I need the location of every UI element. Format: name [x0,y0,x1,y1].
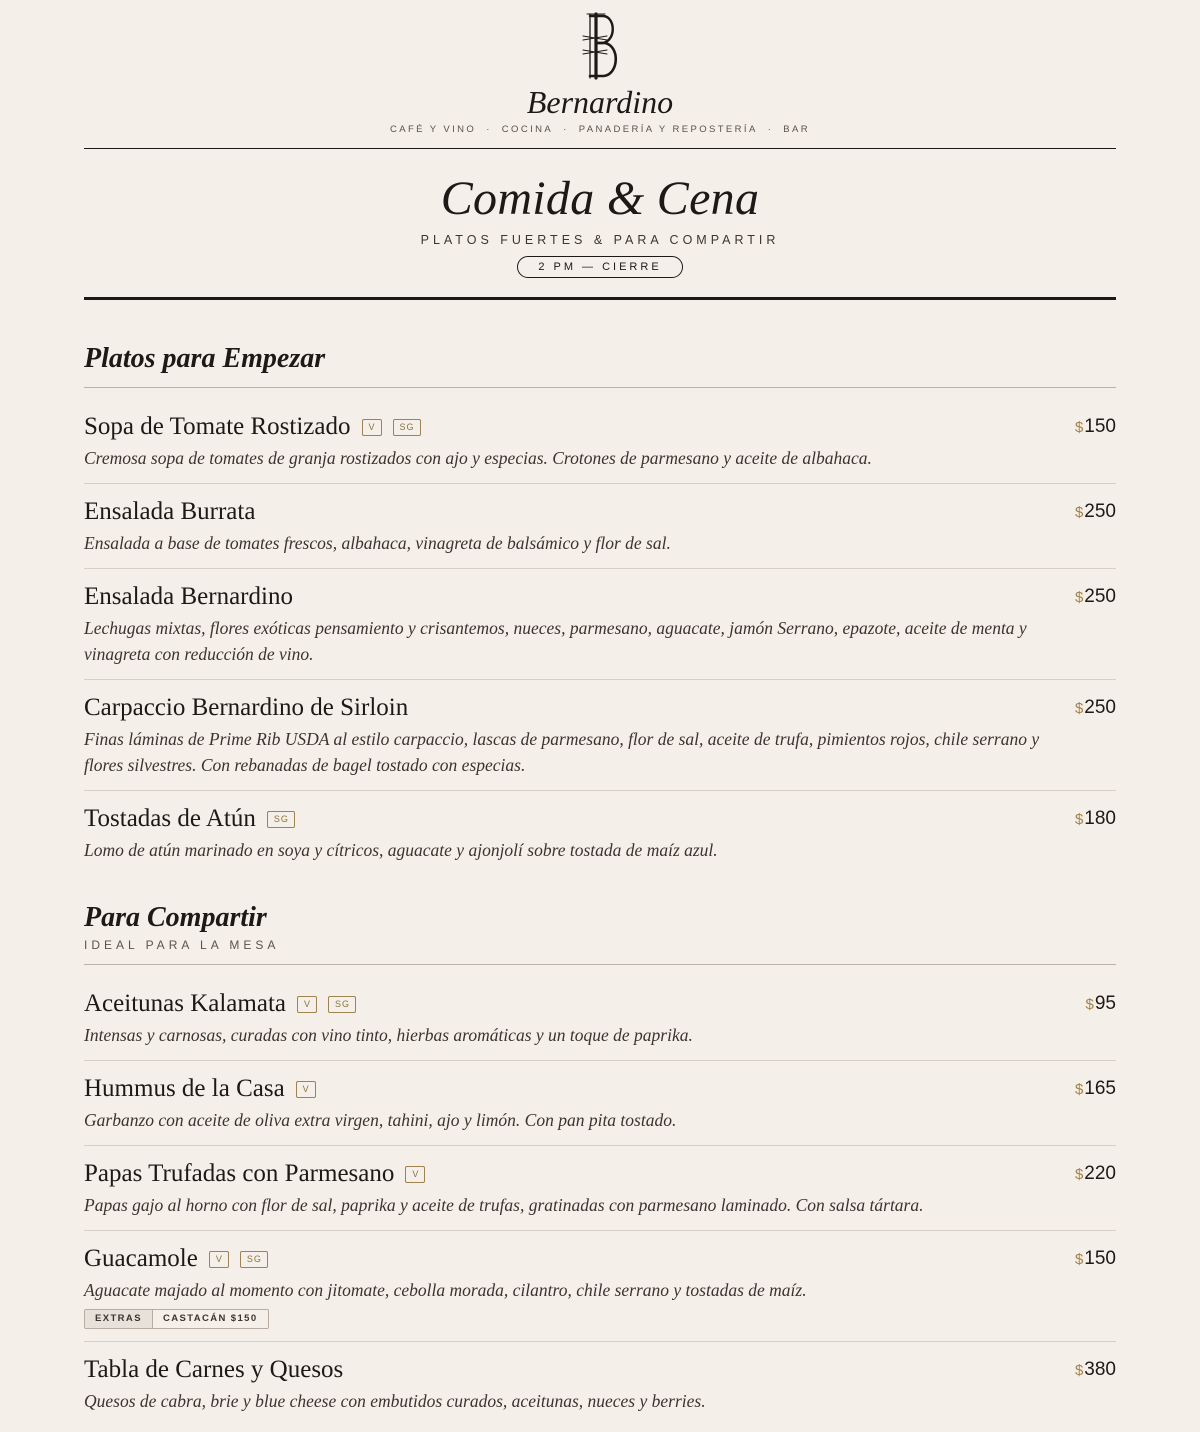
menu-subtitle: PLATOS FUERTES & PARA COMPARTIR [420,233,780,247]
item-name: Guacamole [84,1245,198,1272]
item-name: Tostadas de Atún [84,805,256,832]
vegetarian-tag: V [405,1166,425,1183]
item-description: Aguacate majado al momento con jitomate, cebolla morada, cilantro, chile serrano y tostadas de maíz. [84,1280,807,1300]
currency-symbol: $ [1074,419,1084,436]
title-divider [84,297,1116,300]
section-title: Platos para Empezar [84,343,326,374]
price-value: 250 [1084,697,1116,718]
currency-symbol: $ [1074,1166,1084,1183]
item-price [1075,586,1116,608]
menu-item [84,1231,1116,1342]
separator-dot: · [486,124,492,135]
service-bar: BAR [783,124,811,135]
extras-value: CASTACÁN $150 [162,1313,258,1324]
item-name: Ensalada Bernardino [84,583,293,610]
item-name: Hummus de la Casa [84,1075,285,1102]
gluten-free-tag: SG [240,1251,268,1268]
item-name: Tabla de Carnes y Quesos [84,1356,344,1383]
item-description: Ensalada a base de tomates frescos, albahaca, vinagreta de balsámico y flor de sal. [84,533,671,553]
price-value: 165 [1084,1078,1116,1099]
item-name: Sopa de Tomate Rostizado [84,413,351,440]
menu-item [84,680,1116,791]
service-panaderia: PANADERÍA Y REPOSTERÍA [578,124,758,135]
hours-pill: 2 PM — CIERRE [517,256,682,278]
vegetarian-tag: V [362,419,382,436]
letter-b-monogram-icon [575,10,625,82]
section-platos-para-empezar [84,343,1116,875]
extras-badge [84,1309,269,1329]
menu-item [84,1342,1116,1426]
item-price [1075,1078,1116,1100]
section-title: Para Compartir [84,902,267,933]
currency-symbol: $ [1074,1251,1084,1268]
extras-label: EXTRAS [85,1310,153,1328]
services-line [84,124,1116,135]
currency-symbol: $ [1085,996,1094,1013]
price-value: 150 [1084,416,1116,437]
price-value: 220 [1084,1163,1116,1184]
item-description: Intensas y carnosas, curadas con vino tinto, hierbas aromáticas y un toque de paprika. [84,1025,693,1045]
price-value: 380 [1084,1359,1116,1380]
menu-item [84,1061,1116,1146]
brand-header [84,10,1116,135]
currency-symbol: $ [1074,1081,1084,1098]
menu-item [84,484,1116,569]
currency-symbol: $ [1074,504,1084,521]
separator-dot: · [767,124,774,135]
currency-symbol: $ [1074,700,1084,717]
gluten-free-tag: SG [267,811,295,828]
item-description: Finas láminas de Prime Rib USDA al estilo carpaccio, lascas de parmesano, flor de sal, aceite de trufa, pimientos rojos, chile serrano y flores silvestres. Con rebanadas de bagel tostado con especias. [84,729,1040,775]
price-value: 95 [1094,993,1116,1014]
menu-item [84,388,1116,484]
vegetarian-tag: V [296,1081,316,1098]
menu-item [84,1146,1116,1231]
header-divider [84,148,1116,149]
item-name: Aceitunas Kalamata [84,990,286,1017]
item-price [1075,808,1116,830]
vegetarian-tag: V [209,1251,229,1268]
item-price [1086,993,1116,1015]
gluten-free-tag: SG [328,996,356,1013]
item-name: Ensalada Burrata [84,498,256,525]
item-description: Quesos de cabra, brie y blue cheese con embutidos curados, aceitunas, nueces y berries. [84,1391,706,1411]
item-description: Lomo de atún marinado en soya y cítricos, aguacate y ajonjolí sobre tostada de maíz azul. [84,840,718,860]
price-value: 250 [1084,501,1116,522]
vegetarian-tag: V [297,996,317,1013]
item-price [1075,501,1116,523]
hours-wrapper [84,256,1116,278]
price-value: 250 [1084,586,1116,607]
menu-title: Comida & Cena [440,172,760,225]
price-value: 180 [1084,808,1116,829]
currency-symbol: $ [1074,811,1084,828]
menu-item [84,965,1116,1061]
menu-page [84,0,1116,1426]
item-description: Papas gajo al horno con flor de sal, paprika y aceite de trufas, gratinadas con parmesano laminado. Con salsa tártara. [84,1195,924,1215]
item-price [1075,416,1116,438]
currency-symbol: $ [1074,1362,1084,1379]
service-cocina: COCINA [501,124,554,135]
item-price [1075,1359,1116,1381]
price-value: 150 [1084,1248,1116,1269]
gluten-free-tag: SG [393,419,421,436]
brand-name: Bernardino [526,84,674,120]
menu-item [84,569,1116,680]
item-price [1075,1248,1116,1270]
item-description: Cremosa sopa de tomates de granja rostizados con ajo y especias. Crotones de parmesano y aceite de albahaca. [84,448,872,468]
item-name: Carpaccio Bernardino de Sirloin [84,694,409,721]
section-para-compartir [84,902,1116,1426]
item-price [1075,1163,1116,1185]
item-description: Garbanzo con aceite de oliva extra virgen, tahini, ajo y limón. Con pan pita tostado. [84,1110,677,1130]
menu-item [84,791,1116,875]
currency-symbol: $ [1074,589,1084,606]
service-cafe: CAFÉ Y VINO [389,124,477,135]
item-price [1075,697,1116,719]
item-description: Lechugas mixtas, flores exóticas pensamiento y crisantemos, nueces, parmesano, aguacate, jamón Serrano, epazote, aceite de menta y vinagreta con reducción de vino. [84,618,1027,664]
item-name: Papas Trufadas con Parmesano [84,1160,395,1187]
section-subtitle: IDEAL PARA LA MESA [84,938,280,952]
separator-dot: · [563,124,569,135]
